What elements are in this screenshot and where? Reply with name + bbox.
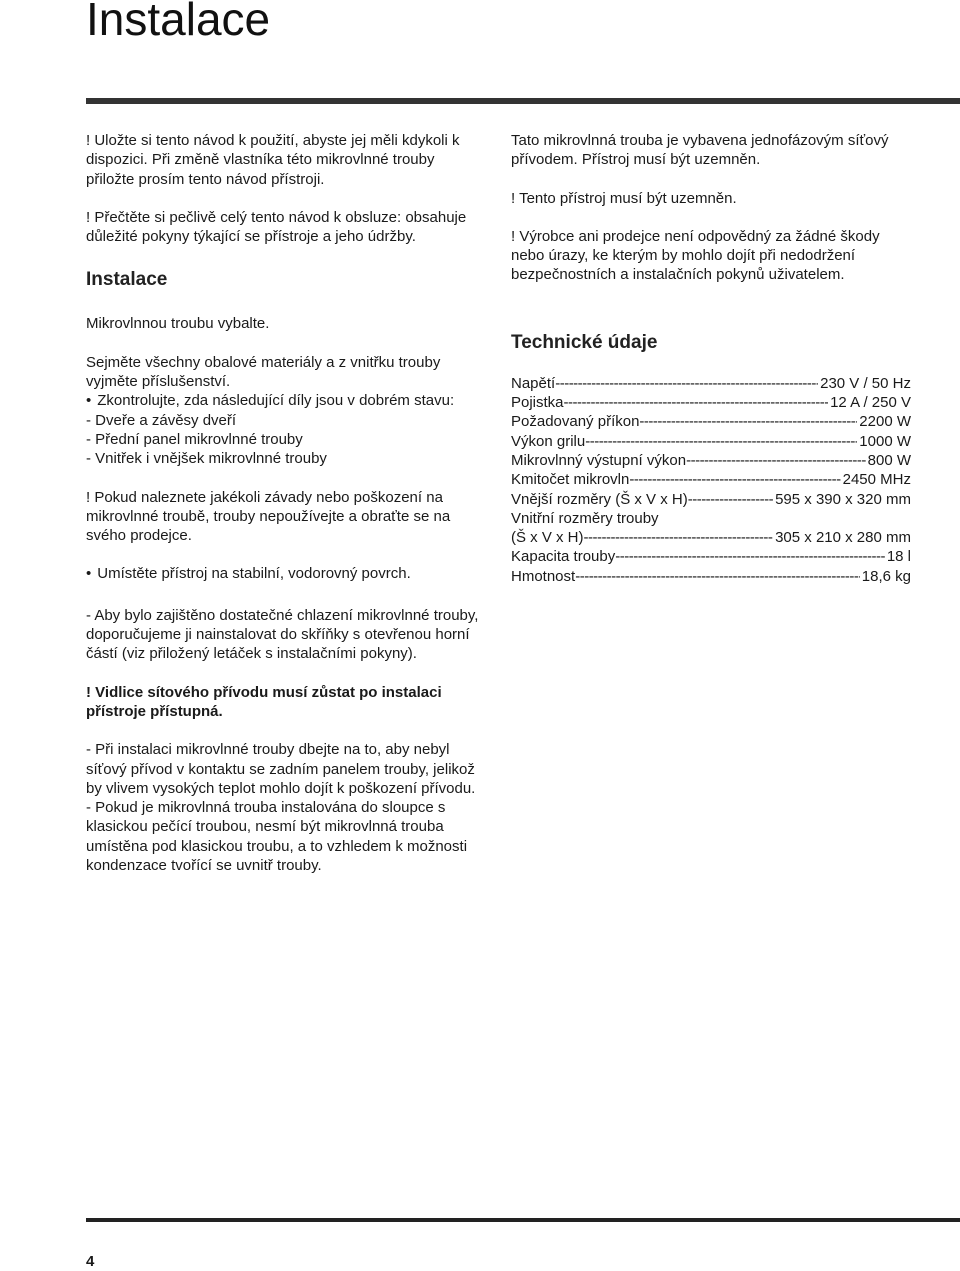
spec-row-fuse: Pojistka ----- 12 A / 250 V: [511, 393, 911, 412]
right-column: [511, 131, 911, 586]
grounding-warning: ! Tento přístroj musí být uzemněn.: [511, 189, 737, 207]
footer-rule: [86, 1218, 960, 1222]
page-number: 4: [86, 1253, 95, 1270]
page-title: Instalace: [86, 0, 271, 45]
check-parts-paragraph: • Zkontrolujte, zda následující díly jsou v dobrém stavu:: [86, 391, 486, 410]
tech-data-heading: Technické údaje: [511, 331, 658, 353]
grounding-paragraph: Tato mikrovlnná trouba je vybavena jednofázovým síťový přívodem. Přístroj musí být uzemněn.: [511, 132, 889, 169]
intro-paragraph-read-manual: ! Přečtěte si pečlivě celý tento návod k obsluze: obsahuje důležité pokyny týkající se přístroje a jeho údržby.: [86, 208, 467, 246]
header-rule: [86, 98, 960, 104]
spec-row-frequency: Kmitočet mikrovln ----- 2450 MHz: [511, 470, 911, 489]
spec-row-capacity: Kapacita trouby ----- 18 l: [511, 547, 911, 566]
parts-list-item: - Vnitřek i vnějšek mikrovlnné trouby: [86, 450, 327, 468]
spec-row-microwave-output: Mikrovlnný výstupní výkon ----- 800 W: [511, 451, 911, 470]
liability-paragraph: ! Výrobce ani prodejce není odpovědný za žádné škody nebo úrazy, ke kterým by mohlo dojít při nedodržení bezpečnostních a instalačních pokynů uživatelem.: [511, 227, 880, 284]
left-column: [86, 131, 486, 875]
cable-contact-paragraph: - Při instalaci mikrovlnné trouby dbejte na to, aby nebyl síťový přívod v kontaktu se zadním panelem trouby, jelikož by vlivem vysokých teplot mohlo dojít k poškození přívodu.: [86, 741, 476, 797]
spec-row-inner-dimensions: (Š x V x H) ----- 305 x 210 x 280 mm: [511, 528, 911, 547]
spec-row-voltage: Napětí ----- 230 V / 50 Hz: [511, 374, 911, 393]
parts-list-item: - Přední panel mikrovlnné trouby: [86, 430, 303, 448]
spec-row-power-input: Požadovaný příkon ----- 2200 W: [511, 412, 911, 431]
spec-inner-dimensions-label: Vnitřní rozměry trouby: [511, 509, 659, 527]
section-heading-instalace: Instalace: [86, 269, 168, 291]
stable-surface-paragraph: • Umístěte přístroj na stabilní, vodorovný povrch.: [86, 564, 486, 583]
spec-table: [511, 374, 911, 586]
spec-row-outer-dimensions: Vnější rozměry (Š x V x H) ----- 595 x 390 x 320 mm: [511, 490, 911, 509]
damage-warning-paragraph: ! Pokud naleznete jakékoli závady nebo poškození na mikrovlnné troubě, trouby nepoužívejte a obraťte se na svého prodejce.: [86, 488, 451, 545]
intro-paragraph-keep-manual: ! Uložte si tento návod k použití, abyste jej měli kdykoli k dispozici. Při změně vlastníka této mikrovlnné trouby přiložte prosím tento návod přístroji.: [86, 132, 460, 188]
cooling-paragraph: - Aby bylo zajištěno dostatečné chlazení mikrovlnné trouby, doporučujeme ji nainstalovat do skříňky s otevřenou horní částí (viz přiložený letáček s instalačními pokyny).: [86, 606, 479, 663]
column-install-paragraph: - Pokud je mikrovlnná trouba instalována do sloupce s klasickou pečící troubou, nesmí být mikrovlnná trouba umístěna pod klasickou troubu, a to vzhledem k možnosti kondenzace tvořící se uvnitř trouby.: [86, 799, 468, 875]
spec-row-grill-power: Výkon grilu ----- 1000 W: [511, 432, 911, 451]
spec-row-weight: Hmotnost ----- 18,6 kg: [511, 567, 911, 586]
remove-packaging-paragraph: Sejměte všechny obalové materiály a z vnitřku trouby vyjměte příslušenství.: [86, 353, 441, 391]
parts-list-item: - Dveře a závěsy dveří: [86, 411, 237, 429]
unpack-paragraph: Mikrovlnnou troubu vybalte.: [86, 315, 270, 333]
plug-access-warning: ! Vidlice sítového přívodu musí zůstat po instalaci přístroje přístupná.: [86, 683, 442, 720]
